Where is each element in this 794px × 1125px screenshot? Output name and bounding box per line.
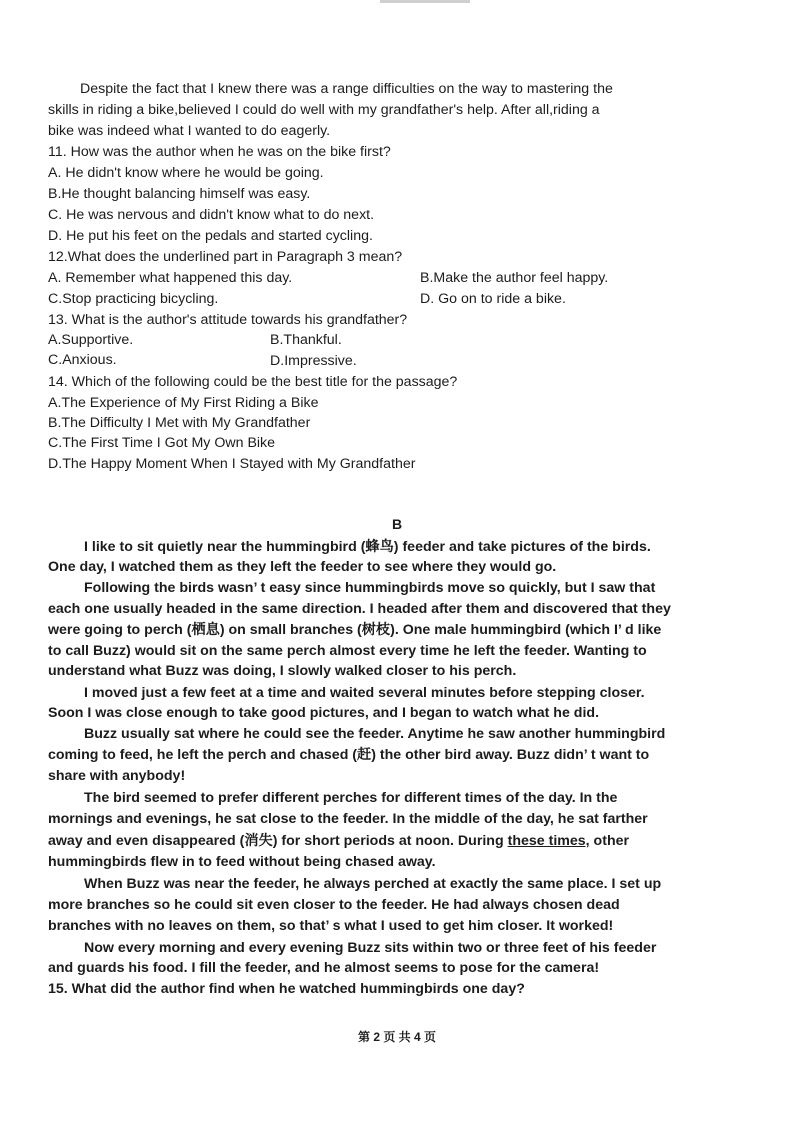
question-15: 15. What did the author find when he watched hummingbirds one day? [48,981,525,997]
page-number: 第 2 页 共 4 页 [357,1030,437,1044]
passage-b-line: When Buzz was near the feeder, he always perched at exactly the same place. I set up [84,876,662,892]
q13-option-c: C.Anxious. [48,352,117,368]
q11-option-d: D. He put his feet on the pedals and started cycling. [48,228,373,244]
q14-option-c: C.The First Time I Got My Own Bike [48,435,276,451]
passage-b-line: I moved just a few feet at a time and waited several minutes before stepping closer. [84,685,645,701]
passage-b-line: understand what Buzz was doing, I slowly walked closer to his perch. [48,663,517,679]
passage-b-line: branches with no leaves on them, so that’ s what I used to get him closer. It worked! [48,918,614,934]
passage-b-line: Now every morning and every evening Buzz sits within two or three feet of his feeder [84,940,657,956]
q12-option-d: D. Go on to ride a bike. [420,291,566,307]
q11-option-c: C. He was nervous and didn't know what to do next. [48,207,375,223]
q13-option-d: D.Impressive. [270,353,357,369]
passage-a-line: Despite the fact that I knew there was a range difficulties on the way to mastering the [80,81,613,97]
passage-a-line: bike was indeed what I wanted to do eagerly. [48,123,331,139]
passage-b-line: to call Buzz) would sit on the same perch almost every time he left the feeder. Wanting to [48,643,647,659]
passage-a-line: skills in riding a bike,believed I could do well with my grandfather's help. After all,riding a [48,102,600,118]
passage-b-line: each one usually headed in the same direction. I headed after them and discovered that they [48,601,671,617]
passage-b-line: were going to perch (栖息) on small branches (树枝). One male hummingbird (which I’ d like [48,622,662,638]
q12-option-c: C.Stop practicing bicycling. [48,291,219,307]
passage-b-line: more branches so he could sit even closer to the feeder. He had always chosen dead [48,897,620,913]
passage-b-line [48,832,629,850]
q14-option-b: B.The Difficulty I Met with My Grandfather [48,415,311,431]
passage-b-line: One day, I watched them as they left the feeder to see where they would go. [48,559,557,575]
passage-b-text: away and even disappeared (消失) for short periods at noon. During [48,833,508,849]
q12-option-a: A. Remember what happened this day. [48,270,293,286]
passage-b-line: Soon I was close enough to take good pictures, and I began to watch what he did. [48,705,600,721]
question-14: 14. Which of the following could be the best title for the passage? [48,374,458,390]
passage-b-line: coming to feed, he left the perch and chased (赶) the other bird away. Buzz didn’ t want to [48,747,650,763]
question-12: 12.What does the underlined part in Paragraph 3 mean? [48,249,403,265]
passage-b-text: other [589,833,630,849]
passage-b-line: hummingbirds flew in to feed without being chased away. [48,854,436,870]
question-11: 11. How was the author when he was on the bike first? [48,144,391,160]
question-13: 13. What is the author's attitude towards his grandfather? [48,312,408,328]
underlined-phrase: these times, [507,833,590,849]
passage-b-line: The bird seemed to prefer different perches for different times of the day. In the [84,790,618,806]
q13-option-a: A.Supportive. [48,332,134,348]
q13-option-b: B.Thankful. [270,332,342,348]
q14-option-a: A.The Experience of My First Riding a Bike [48,395,319,411]
q12-option-b: B.Make the author feel happy. [420,270,609,286]
passage-b-line: share with anybody! [48,768,186,784]
section-b-heading: B [391,516,403,532]
passage-b-line: mornings and evenings, he sat close to the feeder. In the middle of the day, he sat farther [48,811,648,827]
passage-b-line: I like to sit quietly near the hummingbird (蜂鸟) feeder and take pictures of the birds. [84,539,651,555]
passage-b-line: Following the birds wasn’ t easy since hummingbirds move so quickly, but I saw that [84,580,656,596]
q14-option-d: D.The Happy Moment When I Stayed with My Grandfather [48,456,416,472]
q11-option-b: B.He thought balancing himself was easy. [48,186,311,202]
passage-b-line: and guards his food. I fill the feeder, and he almost seems to pose for the camera! [48,960,600,976]
passage-b-line: Buzz usually sat where he could see the feeder. Anytime he saw another hummingbird [84,726,666,742]
q11-option-a: A. He didn't know where he would be going. [48,165,324,181]
scan-mark [380,0,470,3]
